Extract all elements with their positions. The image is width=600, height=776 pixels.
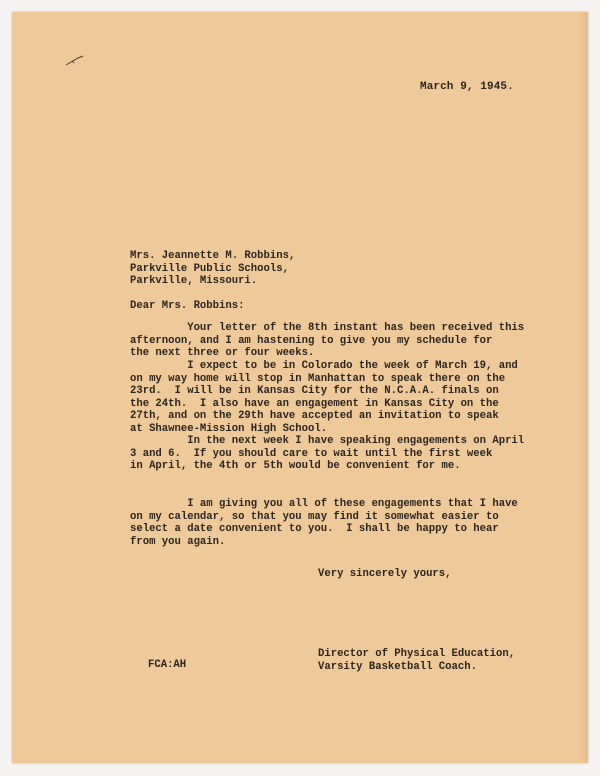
paragraph-line: from you again. (130, 535, 226, 548)
signature-title-line-1: Director of Physical Education, (318, 648, 516, 660)
salutation: Dear Mrs. Robbins: (130, 300, 245, 312)
paragraph-line: Your letter of the 8th instant has been received this (130, 322, 525, 334)
paragraph-line: 3 and 6. If you should care to wait until the first week (130, 447, 493, 460)
letter-page (12, 12, 588, 763)
body-paragraph-2 (130, 360, 518, 435)
letter-date: March 9, 1945. (420, 81, 514, 93)
complimentary-closing: Very sincerely yours, (318, 568, 452, 580)
signature-block (318, 648, 515, 673)
body-paragraph-4 (130, 498, 518, 548)
body-paragraph-3 (130, 435, 525, 473)
paragraph-line: afternoon, and I am hastening to give you my schedule for (130, 334, 493, 347)
paragraph-line: on my way home will stop in Manhattan to speak there on the (130, 372, 506, 385)
paragraph-line: the next three or four weeks. (130, 347, 315, 359)
recipient-name: Mrs. Jeannette M. Robbins, (130, 250, 296, 262)
paragraph-line: 27th, and on the 29th have accepted an invitation to speak (130, 410, 499, 422)
pencil-mark-icon (64, 54, 86, 68)
paragraph-line: the 24th. I also have an engagement in Kansas City on the (130, 397, 499, 410)
reference-initials: FCA:AH (148, 659, 187, 671)
paragraph-line: at Shawnee-Mission High School. (130, 422, 328, 435)
body-paragraph-1 (130, 322, 525, 360)
paragraph-line: I am giving you all of these engagements that I have (130, 498, 518, 510)
paragraph-line: select a date convenient to you. I shall be happy to hear (130, 523, 499, 535)
recipient-organization: Parkville Public Schools, (130, 262, 289, 275)
paragraph-line: on my calendar, so that you may find it somewhat easier to (130, 510, 499, 523)
paragraph-line: 23rd. I will be in Kansas City for the N.C.A.A. finals on (130, 385, 499, 397)
paragraph-line: in April, the 4th or 5th would be convenient for me. (130, 460, 461, 472)
recipient-location: Parkville, Missouri. (130, 275, 258, 287)
paragraph-line: In the next week I have speaking engagements on April (130, 435, 525, 447)
signature-title-line-2: Varsity Basketball Coach. (318, 660, 477, 673)
inside-address (130, 250, 295, 288)
paragraph-line: I expect to be in Colorado the week of March 19, and (130, 360, 518, 372)
